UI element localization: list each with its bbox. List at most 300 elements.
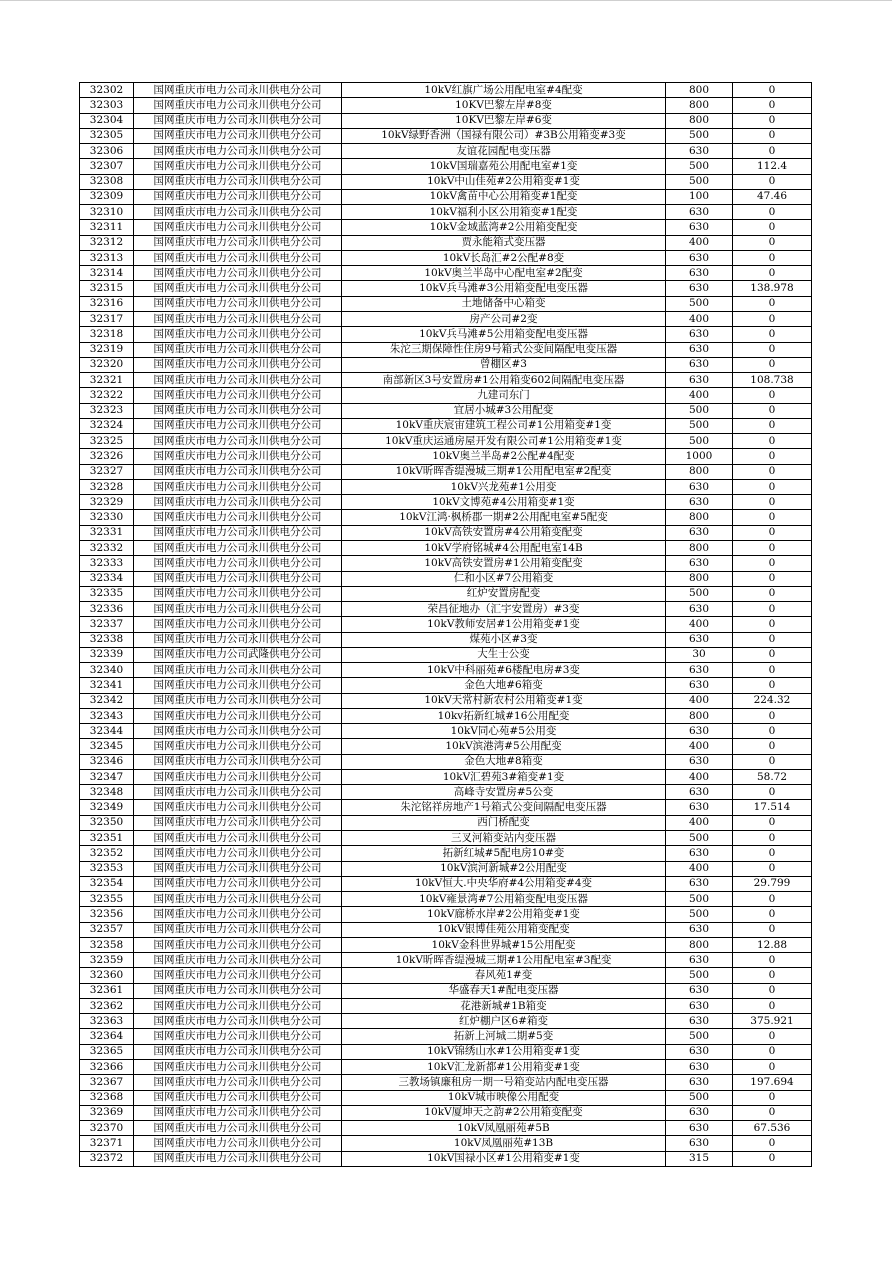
row-id-cell: 32351 bbox=[80, 831, 134, 846]
table-row bbox=[80, 98, 812, 113]
value-cell: 0 bbox=[733, 678, 812, 693]
value-cell: 0 bbox=[733, 327, 812, 342]
value-cell: 12.88 bbox=[733, 937, 812, 952]
row-id-cell: 32366 bbox=[80, 1060, 134, 1075]
table-row bbox=[80, 724, 812, 739]
company-cell: 国网重庆市电力公司永川供电分公司 bbox=[134, 1029, 342, 1044]
row-id-cell: 32348 bbox=[80, 785, 134, 800]
company-cell: 国网重庆市电力公司永川供电分公司 bbox=[134, 281, 342, 296]
table-body bbox=[80, 83, 812, 1167]
table-row bbox=[80, 205, 812, 220]
value-cell: 58.72 bbox=[733, 769, 812, 784]
table-row bbox=[80, 388, 812, 403]
capacity-cell: 500 bbox=[666, 418, 733, 433]
transformer-name-cell: 10kV教师安居#1公用箱变#1变 bbox=[342, 617, 666, 632]
capacity-cell: 400 bbox=[666, 769, 733, 784]
transformer-name-cell: 贾永能箱式变压器 bbox=[342, 235, 666, 250]
transformer-name-cell: 10KV巴黎左岸#8变 bbox=[342, 98, 666, 113]
table-row bbox=[80, 418, 812, 433]
company-cell: 国网重庆市电力公司永川供电分公司 bbox=[134, 83, 342, 98]
capacity-cell: 630 bbox=[666, 266, 733, 281]
transformer-name-cell: 仁和小区#7公用箱变 bbox=[342, 571, 666, 586]
company-cell: 国网重庆市电力公司永川供电分公司 bbox=[134, 525, 342, 540]
company-cell: 国网重庆市电力公司永川供电分公司 bbox=[134, 510, 342, 525]
company-cell: 国网重庆市电力公司永川供电分公司 bbox=[134, 357, 342, 372]
company-cell: 国网重庆市电力公司永川供电分公司 bbox=[134, 1014, 342, 1029]
transformer-name-cell: 红炉安置房配变 bbox=[342, 586, 666, 601]
value-cell: 0 bbox=[733, 647, 812, 662]
capacity-cell: 800 bbox=[666, 540, 733, 555]
transformer-name-cell: 红炉棚户区6#箱变 bbox=[342, 1014, 666, 1029]
capacity-cell: 630 bbox=[666, 357, 733, 372]
value-cell: 0 bbox=[733, 617, 812, 632]
value-cell: 0 bbox=[733, 403, 812, 418]
company-cell: 国网重庆市电力公司永川供电分公司 bbox=[134, 708, 342, 723]
table-row bbox=[80, 831, 812, 846]
row-id-cell: 32369 bbox=[80, 1105, 134, 1120]
table-row bbox=[80, 556, 812, 571]
transformer-name-cell: 10kV红旗广场公用配电室#4配变 bbox=[342, 83, 666, 98]
value-cell: 197.694 bbox=[733, 1075, 812, 1090]
company-cell: 国网重庆市电力公司永川供电分公司 bbox=[134, 128, 342, 143]
company-cell: 国网重庆市电力公司永川供电分公司 bbox=[134, 418, 342, 433]
transformer-name-cell: 华盛春天1#配电变压器 bbox=[342, 983, 666, 998]
value-cell: 0 bbox=[733, 998, 812, 1013]
transformer-name-cell: 九建司东门 bbox=[342, 388, 666, 403]
table-row bbox=[80, 159, 812, 174]
transformer-name-cell: 10kV汇碧苑3#箱变#1变 bbox=[342, 769, 666, 784]
row-id-cell: 32372 bbox=[80, 1151, 134, 1166]
capacity-cell: 400 bbox=[666, 739, 733, 754]
capacity-cell: 630 bbox=[666, 525, 733, 540]
transformer-name-cell: 10kV文博苑#4公用箱变#1变 bbox=[342, 495, 666, 510]
value-cell: 0 bbox=[733, 663, 812, 678]
table-row bbox=[80, 663, 812, 678]
capacity-cell: 500 bbox=[666, 1090, 733, 1105]
table-row bbox=[80, 403, 812, 418]
company-cell: 国网重庆市电力公司永川供电分公司 bbox=[134, 1060, 342, 1075]
capacity-cell: 500 bbox=[666, 907, 733, 922]
value-cell: 0 bbox=[733, 632, 812, 647]
value-cell: 0 bbox=[733, 464, 812, 479]
capacity-cell: 630 bbox=[666, 754, 733, 769]
row-id-cell: 32306 bbox=[80, 144, 134, 159]
capacity-cell: 630 bbox=[666, 922, 733, 937]
table-row bbox=[80, 525, 812, 540]
company-cell: 国网重庆市电力公司永川供电分公司 bbox=[134, 1090, 342, 1105]
company-cell: 国网重庆市电力公司永川供电分公司 bbox=[134, 922, 342, 937]
row-id-cell: 32364 bbox=[80, 1029, 134, 1044]
table-row bbox=[80, 296, 812, 311]
capacity-cell: 400 bbox=[666, 235, 733, 250]
row-id-cell: 32354 bbox=[80, 876, 134, 891]
transformer-name-cell: 10kV高铁安置房#1公用箱变配变 bbox=[342, 556, 666, 571]
value-cell: 0 bbox=[733, 1044, 812, 1059]
capacity-cell: 400 bbox=[666, 311, 733, 326]
transformer-name-cell: 春风苑1#变 bbox=[342, 968, 666, 983]
capacity-cell: 30 bbox=[666, 647, 733, 662]
row-id-cell: 32338 bbox=[80, 632, 134, 647]
row-id-cell: 32313 bbox=[80, 250, 134, 265]
value-cell: 375.921 bbox=[733, 1014, 812, 1029]
value-cell: 0 bbox=[733, 266, 812, 281]
company-cell: 国网重庆市电力公司永川供电分公司 bbox=[134, 785, 342, 800]
company-cell: 国网重庆市电力公司永川供电分公司 bbox=[134, 953, 342, 968]
table-row bbox=[80, 922, 812, 937]
value-cell: 0 bbox=[733, 220, 812, 235]
company-cell: 国网重庆市电力公司永川供电分公司 bbox=[134, 769, 342, 784]
table-row bbox=[80, 953, 812, 968]
row-id-cell: 32325 bbox=[80, 434, 134, 449]
value-cell: 0 bbox=[733, 556, 812, 571]
row-id-cell: 32321 bbox=[80, 373, 134, 388]
transformer-name-cell: 花港新城#1B箱变 bbox=[342, 998, 666, 1013]
company-cell: 国网重庆市电力公司永川供电分公司 bbox=[134, 876, 342, 891]
company-cell: 国网重庆市电力公司永川供电分公司 bbox=[134, 1121, 342, 1136]
transformer-name-cell: 友谊花园配电变压器 bbox=[342, 144, 666, 159]
table-row bbox=[80, 83, 812, 98]
row-id-cell: 32358 bbox=[80, 937, 134, 952]
capacity-cell: 630 bbox=[666, 1060, 733, 1075]
transformer-name-cell: 10kV金科世界城#15公用配变 bbox=[342, 937, 666, 952]
value-cell: 0 bbox=[733, 205, 812, 220]
table-row bbox=[80, 281, 812, 296]
value-cell: 0 bbox=[733, 846, 812, 861]
value-cell: 0 bbox=[733, 861, 812, 876]
capacity-cell: 500 bbox=[666, 403, 733, 418]
company-cell: 国网重庆市电力公司永川供电分公司 bbox=[134, 189, 342, 204]
value-cell: 0 bbox=[733, 1105, 812, 1120]
transformer-name-cell: 朱沱铭祥房地产1号箱式公变间隔配电变压器 bbox=[342, 800, 666, 815]
transformer-name-cell: 10kV兴龙苑#1公用变 bbox=[342, 479, 666, 494]
row-id-cell: 32367 bbox=[80, 1075, 134, 1090]
company-cell: 国网重庆市电力公司永川供电分公司 bbox=[134, 373, 342, 388]
value-cell: 0 bbox=[733, 495, 812, 510]
transformer-data-table bbox=[79, 82, 812, 1167]
value-cell: 0 bbox=[733, 708, 812, 723]
capacity-cell: 630 bbox=[666, 342, 733, 357]
table-row bbox=[80, 540, 812, 555]
table-row bbox=[80, 464, 812, 479]
company-cell: 国网重庆市电力公司永川供电分公司 bbox=[134, 892, 342, 907]
table-row bbox=[80, 357, 812, 372]
company-cell: 国网重庆市电力公司永川供电分公司 bbox=[134, 98, 342, 113]
value-cell: 112.4 bbox=[733, 159, 812, 174]
company-cell: 国网重庆市电力公司永川供电分公司 bbox=[134, 250, 342, 265]
table-row bbox=[80, 220, 812, 235]
value-cell: 0 bbox=[733, 831, 812, 846]
value-cell: 0 bbox=[733, 418, 812, 433]
value-cell: 0 bbox=[733, 510, 812, 525]
value-cell: 47.46 bbox=[733, 189, 812, 204]
company-cell: 国网重庆市电力公司永川供电分公司 bbox=[134, 800, 342, 815]
row-id-cell: 32311 bbox=[80, 220, 134, 235]
capacity-cell: 630 bbox=[666, 327, 733, 342]
capacity-cell: 630 bbox=[666, 220, 733, 235]
table-row bbox=[80, 861, 812, 876]
company-cell: 国网重庆市电力公司永川供电分公司 bbox=[134, 1075, 342, 1090]
row-id-cell: 32340 bbox=[80, 663, 134, 678]
company-cell: 国网重庆市电力公司永川供电分公司 bbox=[134, 464, 342, 479]
transformer-name-cell: 10kV锦绣山水#1公用箱变#1变 bbox=[342, 1044, 666, 1059]
table-row bbox=[80, 937, 812, 952]
row-id-cell: 32329 bbox=[80, 495, 134, 510]
row-id-cell: 32357 bbox=[80, 922, 134, 937]
company-cell: 国网重庆市电力公司永川供电分公司 bbox=[134, 342, 342, 357]
company-cell: 国网重庆市电力公司武隆供电分公司 bbox=[134, 647, 342, 662]
transformer-name-cell: 10kV昕晖香缇漫城三期#1公用配电室#2配变 bbox=[342, 464, 666, 479]
row-id-cell: 32318 bbox=[80, 327, 134, 342]
table-row bbox=[80, 892, 812, 907]
company-cell: 国网重庆市电力公司永川供电分公司 bbox=[134, 739, 342, 754]
table-row bbox=[80, 647, 812, 662]
value-cell: 0 bbox=[733, 586, 812, 601]
value-cell: 0 bbox=[733, 540, 812, 555]
transformer-name-cell: 10kV重庆运通房屋开发有限公司#1公用箱变#1变 bbox=[342, 434, 666, 449]
company-cell: 国网重庆市电力公司永川供电分公司 bbox=[134, 159, 342, 174]
table-row bbox=[80, 510, 812, 525]
row-id-cell: 32359 bbox=[80, 953, 134, 968]
transformer-name-cell: 土地储备中心箱变 bbox=[342, 296, 666, 311]
value-cell: 0 bbox=[733, 113, 812, 128]
company-cell: 国网重庆市电力公司永川供电分公司 bbox=[134, 1105, 342, 1120]
value-cell: 108.738 bbox=[733, 373, 812, 388]
capacity-cell: 630 bbox=[666, 479, 733, 494]
table-row bbox=[80, 128, 812, 143]
table-row bbox=[80, 113, 812, 128]
row-id-cell: 32361 bbox=[80, 983, 134, 998]
company-cell: 国网重庆市电力公司永川供电分公司 bbox=[134, 586, 342, 601]
capacity-cell: 400 bbox=[666, 693, 733, 708]
table-row bbox=[80, 189, 812, 204]
table-row bbox=[80, 846, 812, 861]
capacity-cell: 500 bbox=[666, 586, 733, 601]
value-cell: 0 bbox=[733, 174, 812, 189]
value-cell: 0 bbox=[733, 1136, 812, 1151]
capacity-cell: 630 bbox=[666, 205, 733, 220]
table-row bbox=[80, 769, 812, 784]
capacity-cell: 630 bbox=[666, 1105, 733, 1120]
transformer-name-cell: 10kV滨河新城#2公用配变 bbox=[342, 861, 666, 876]
table-row bbox=[80, 907, 812, 922]
company-cell: 国网重庆市电力公司永川供电分公司 bbox=[134, 220, 342, 235]
row-id-cell: 32337 bbox=[80, 617, 134, 632]
value-cell: 0 bbox=[733, 98, 812, 113]
capacity-cell: 630 bbox=[666, 602, 733, 617]
value-cell: 0 bbox=[733, 1151, 812, 1166]
capacity-cell: 630 bbox=[666, 678, 733, 693]
capacity-cell: 500 bbox=[666, 174, 733, 189]
table-row bbox=[80, 1105, 812, 1120]
transformer-name-cell: 10kV兵马滩#3公用箱变配电变压器 bbox=[342, 281, 666, 296]
transformer-name-cell: 宜居小城#3公用配变 bbox=[342, 403, 666, 418]
table-row bbox=[80, 1060, 812, 1075]
table-row bbox=[80, 311, 812, 326]
row-id-cell: 32309 bbox=[80, 189, 134, 204]
table-row bbox=[80, 739, 812, 754]
row-id-cell: 32371 bbox=[80, 1136, 134, 1151]
table-row bbox=[80, 1090, 812, 1105]
capacity-cell: 800 bbox=[666, 98, 733, 113]
row-id-cell: 32333 bbox=[80, 556, 134, 571]
capacity-cell: 800 bbox=[666, 113, 733, 128]
transformer-name-cell: 10kV江鸿·枫桥郡一期#2公用配电室#5配变 bbox=[342, 510, 666, 525]
row-id-cell: 32334 bbox=[80, 571, 134, 586]
transformer-name-cell: 三教场镇廉租房一期一号箱变站内配电变压器 bbox=[342, 1075, 666, 1090]
company-cell: 国网重庆市电力公司永川供电分公司 bbox=[134, 540, 342, 555]
value-cell: 67.536 bbox=[733, 1121, 812, 1136]
value-cell: 0 bbox=[733, 739, 812, 754]
value-cell: 0 bbox=[733, 342, 812, 357]
value-cell: 0 bbox=[733, 144, 812, 159]
value-cell: 0 bbox=[733, 296, 812, 311]
table-row bbox=[80, 1121, 812, 1136]
capacity-cell: 500 bbox=[666, 968, 733, 983]
company-cell: 国网重庆市电力公司永川供电分公司 bbox=[134, 266, 342, 281]
transformer-name-cell: 10kV同心苑#5公用变 bbox=[342, 724, 666, 739]
value-cell: 0 bbox=[733, 907, 812, 922]
capacity-cell: 630 bbox=[666, 281, 733, 296]
capacity-cell: 630 bbox=[666, 998, 733, 1013]
company-cell: 国网重庆市电力公司永川供电分公司 bbox=[134, 235, 342, 250]
row-id-cell: 32327 bbox=[80, 464, 134, 479]
company-cell: 国网重庆市电力公司永川供电分公司 bbox=[134, 617, 342, 632]
value-cell: 0 bbox=[733, 235, 812, 250]
row-id-cell: 32326 bbox=[80, 449, 134, 464]
capacity-cell: 315 bbox=[666, 1151, 733, 1166]
value-cell: 0 bbox=[733, 311, 812, 326]
company-cell: 国网重庆市电力公司永川供电分公司 bbox=[134, 571, 342, 586]
transformer-name-cell: 10kV恒大.中央华府#4公用箱变#4变 bbox=[342, 876, 666, 891]
value-cell: 0 bbox=[733, 1060, 812, 1075]
table-row bbox=[80, 373, 812, 388]
transformer-name-cell: 10kV天常村新农村公用箱变#1变 bbox=[342, 693, 666, 708]
value-cell: 0 bbox=[733, 892, 812, 907]
row-id-cell: 32355 bbox=[80, 892, 134, 907]
value-cell: 224.32 bbox=[733, 693, 812, 708]
transformer-name-cell: 朱沱三期保障性住房9号箱式公变间隔配电变压器 bbox=[342, 342, 666, 357]
value-cell: 0 bbox=[733, 434, 812, 449]
company-cell: 国网重庆市电力公司永川供电分公司 bbox=[134, 388, 342, 403]
capacity-cell: 630 bbox=[666, 250, 733, 265]
transformer-name-cell: 10kV滨港湾#5公用配变 bbox=[342, 739, 666, 754]
transformer-name-cell: 10KV巴黎左岸#6变 bbox=[342, 113, 666, 128]
company-cell: 国网重庆市电力公司永川供电分公司 bbox=[134, 144, 342, 159]
capacity-cell: 630 bbox=[666, 953, 733, 968]
transformer-name-cell: 10kV中科丽苑#6楼配电房#3变 bbox=[342, 663, 666, 678]
row-id-cell: 32304 bbox=[80, 113, 134, 128]
row-id-cell: 32314 bbox=[80, 266, 134, 281]
table-row bbox=[80, 1075, 812, 1090]
capacity-cell: 630 bbox=[666, 495, 733, 510]
transformer-name-cell: 10kV厦坤天之韵#2公用箱变配变 bbox=[342, 1105, 666, 1120]
value-cell: 0 bbox=[733, 785, 812, 800]
row-id-cell: 32322 bbox=[80, 388, 134, 403]
row-id-cell: 32346 bbox=[80, 754, 134, 769]
row-id-cell: 32312 bbox=[80, 235, 134, 250]
transformer-name-cell: 10kV凤凰丽苑#5B bbox=[342, 1121, 666, 1136]
company-cell: 国网重庆市电力公司永川供电分公司 bbox=[134, 479, 342, 494]
transformer-name-cell: 金色大地#8箱变 bbox=[342, 754, 666, 769]
table-row bbox=[80, 479, 812, 494]
table-row bbox=[80, 785, 812, 800]
page-top-border bbox=[0, 0, 892, 1]
row-id-cell: 32362 bbox=[80, 998, 134, 1013]
capacity-cell: 800 bbox=[666, 510, 733, 525]
transformer-name-cell: 10kV福利小区公用箱变#1配变 bbox=[342, 205, 666, 220]
capacity-cell: 630 bbox=[666, 556, 733, 571]
row-id-cell: 32356 bbox=[80, 907, 134, 922]
row-id-cell: 32370 bbox=[80, 1121, 134, 1136]
capacity-cell: 630 bbox=[666, 724, 733, 739]
table-row bbox=[80, 998, 812, 1013]
row-id-cell: 32324 bbox=[80, 418, 134, 433]
value-cell: 0 bbox=[733, 449, 812, 464]
company-cell: 国网重庆市电力公司永川供电分公司 bbox=[134, 937, 342, 952]
transformer-name-cell: 10kV国瑞嘉苑公用配电室#1变 bbox=[342, 159, 666, 174]
table-row bbox=[80, 495, 812, 510]
transformer-name-cell: 高峰寺安置房#5公变 bbox=[342, 785, 666, 800]
value-cell: 0 bbox=[733, 479, 812, 494]
capacity-cell: 630 bbox=[666, 1075, 733, 1090]
company-cell: 国网重庆市电力公司永川供电分公司 bbox=[134, 403, 342, 418]
company-cell: 国网重庆市电力公司永川供电分公司 bbox=[134, 602, 342, 617]
row-id-cell: 32303 bbox=[80, 98, 134, 113]
company-cell: 国网重庆市电力公司永川供电分公司 bbox=[134, 1136, 342, 1151]
company-cell: 国网重庆市电力公司永川供电分公司 bbox=[134, 113, 342, 128]
capacity-cell: 630 bbox=[666, 1136, 733, 1151]
value-cell: 0 bbox=[733, 571, 812, 586]
company-cell: 国网重庆市电力公司永川供电分公司 bbox=[134, 968, 342, 983]
value-cell: 0 bbox=[733, 388, 812, 403]
row-id-cell: 32317 bbox=[80, 311, 134, 326]
value-cell: 0 bbox=[733, 983, 812, 998]
table-row bbox=[80, 1151, 812, 1166]
value-cell: 0 bbox=[733, 357, 812, 372]
table-row bbox=[80, 1029, 812, 1044]
value-cell: 29.799 bbox=[733, 876, 812, 891]
capacity-cell: 800 bbox=[666, 83, 733, 98]
transformer-name-cell: 10kV绿野香洲（国禄有限公司）#3B公用箱变#3变 bbox=[342, 128, 666, 143]
company-cell: 国网重庆市电力公司永川供电分公司 bbox=[134, 311, 342, 326]
row-id-cell: 32345 bbox=[80, 739, 134, 754]
capacity-cell: 500 bbox=[666, 831, 733, 846]
capacity-cell: 630 bbox=[666, 144, 733, 159]
transformer-name-cell: 10kV重庆宸宙建筑工程公司#1公用箱变#1变 bbox=[342, 418, 666, 433]
capacity-cell: 630 bbox=[666, 983, 733, 998]
value-cell: 0 bbox=[733, 724, 812, 739]
company-cell: 国网重庆市电力公司永川供电分公司 bbox=[134, 693, 342, 708]
company-cell: 国网重庆市电力公司永川供电分公司 bbox=[134, 983, 342, 998]
table-row bbox=[80, 1044, 812, 1059]
row-id-cell: 32344 bbox=[80, 724, 134, 739]
capacity-cell: 500 bbox=[666, 434, 733, 449]
company-cell: 国网重庆市电力公司永川供电分公司 bbox=[134, 846, 342, 861]
transformer-name-cell: 10kV长岛汇#2公配#8变 bbox=[342, 250, 666, 265]
transformer-name-cell: 10kV昕晖香缇漫城三期#1公用配电室#3配变 bbox=[342, 953, 666, 968]
company-cell: 国网重庆市电力公司永川供电分公司 bbox=[134, 632, 342, 647]
capacity-cell: 630 bbox=[666, 632, 733, 647]
row-id-cell: 32319 bbox=[80, 342, 134, 357]
row-id-cell: 32328 bbox=[80, 479, 134, 494]
company-cell: 国网重庆市电力公司永川供电分公司 bbox=[134, 754, 342, 769]
transformer-name-cell: 10kV城市映像公用配变 bbox=[342, 1090, 666, 1105]
row-id-cell: 32302 bbox=[80, 83, 134, 98]
company-cell: 国网重庆市电力公司永川供电分公司 bbox=[134, 1044, 342, 1059]
capacity-cell: 800 bbox=[666, 571, 733, 586]
table-row bbox=[80, 174, 812, 189]
capacity-cell: 630 bbox=[666, 1044, 733, 1059]
